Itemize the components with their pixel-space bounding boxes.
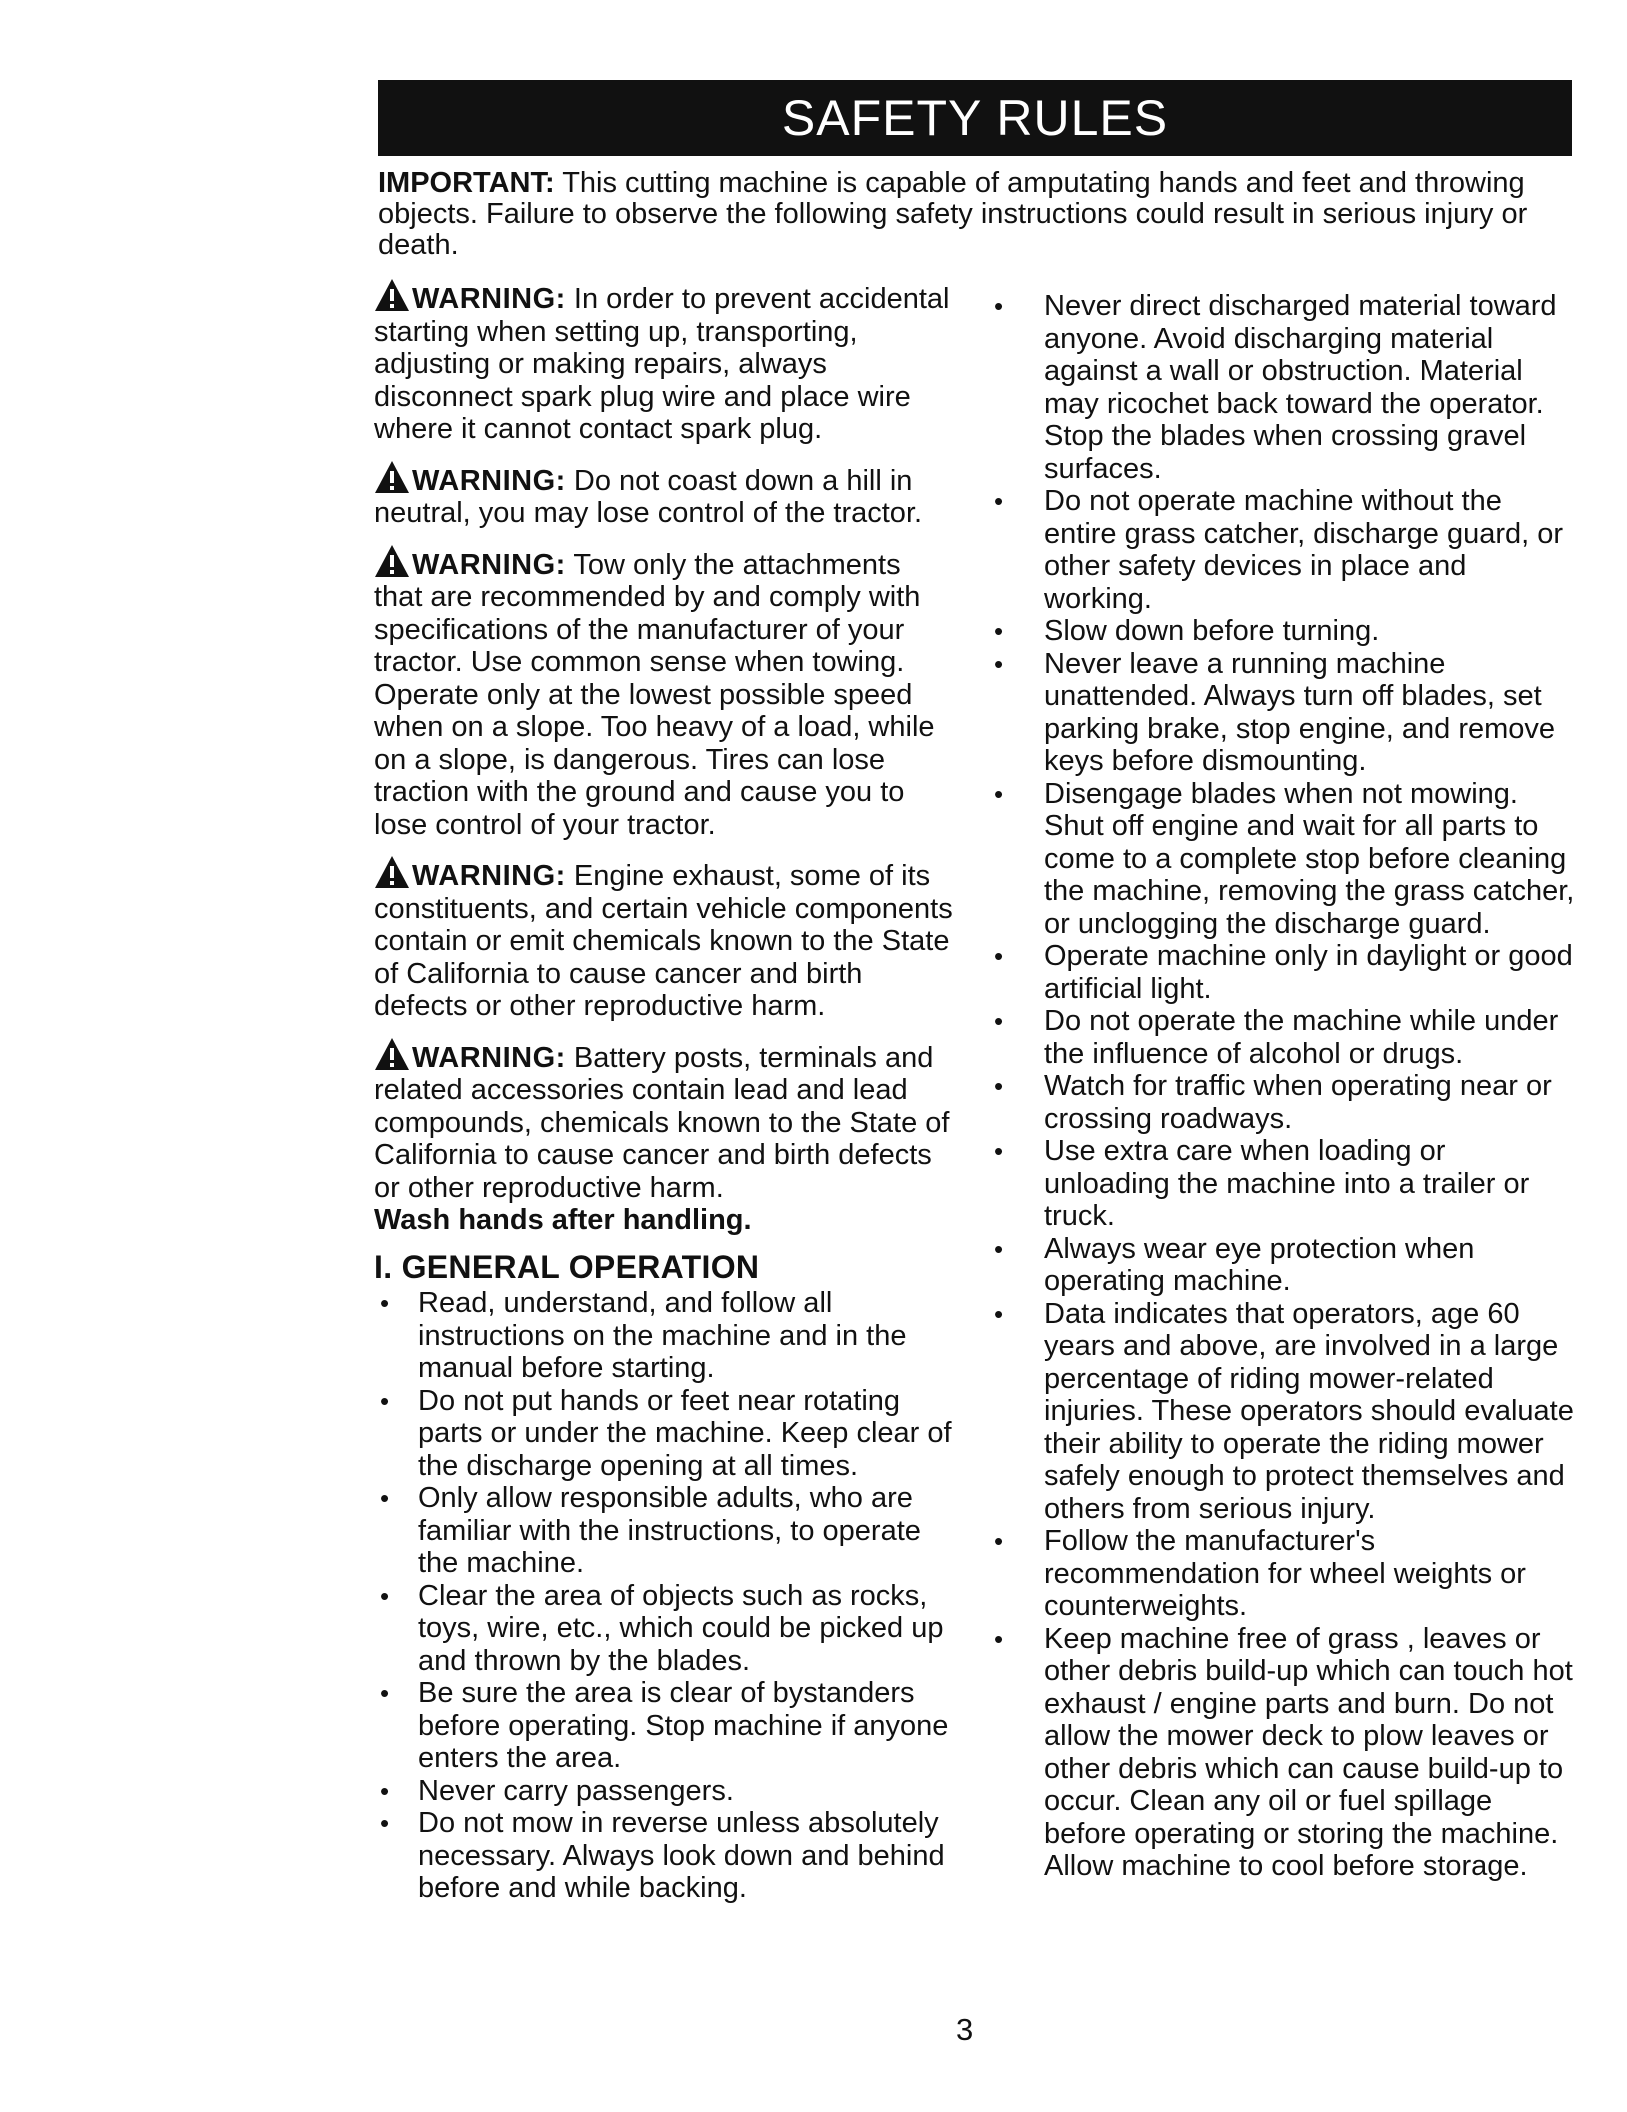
warning-block (374, 460, 954, 530)
list-item: • Clear the area of objects such as rocks, toys, wire, etc., which could be picked up and thrown by the blades. (374, 1580, 954, 1678)
warning-label: WARNING: (412, 548, 566, 581)
banner-title: SAFETY RULES (781, 90, 1169, 146)
list-item: • Do not operate the machine while under the influence of alcohol or drugs. (988, 1005, 1578, 1070)
list-item: • Always wear eye protection when operating machine. (988, 1233, 1578, 1298)
list-item: • Disengage blades when not mowing. Shut off engine and wait for all parts to come to a complete stop before cleaning the machine, removing the grass catcher, or unclogging the discharge guard. (988, 778, 1578, 941)
general-operation-list-left (374, 1287, 954, 1905)
list-item: • Read, understand, and follow all instructions on the machine and in the manual before starting. (374, 1287, 954, 1385)
list-item: • Follow the manufacturer's recommendation for wheel weights or counterweights. (988, 1525, 1578, 1623)
list-item: • Do not operate machine without the entire grass catcher, discharge guard, or other safety devices in place and working. (988, 485, 1578, 615)
warning-block (374, 1037, 954, 1237)
important-notice (378, 168, 1568, 261)
warning-label: WARNING: (412, 464, 566, 497)
warning-triangle-icon (374, 460, 410, 494)
warning-triangle-icon (374, 855, 410, 889)
warning-label: WARNING: (412, 860, 566, 892)
list-item: • Keep machine free of grass , leaves or other debris build-up which can touch hot exhaust / engine parts and burn. Do not allow the mower deck to plow leaves or other debris which can cause build-up to occur. Clean any oil or fuel spillage before operating or storing the machine. Allow machine to cool before storage. (988, 1623, 1578, 1883)
warning-text: Engine exhaust, some of its constituents, and certain vehicle components contain or emit chemicals known to the State of California to cause cancer and birth defects or other reproductive harm. (374, 860, 953, 1022)
wash-hands-note: Wash hands after handling. (374, 1204, 752, 1236)
list-item: • Do not mow in reverse unless absolutely necessary. Always look down and behind before and while backing. (374, 1807, 954, 1905)
list-item: • Never direct discharged material toward anyone. Avoid discharging material against a wall or obstruction. Material may ricochet back toward the operator. Stop the blades when crossing gravel surfaces. (988, 290, 1578, 485)
list-item: • Do not put hands or feet near rotating parts or under the machine. Keep clear of the discharge opening at all times. (374, 1385, 954, 1483)
general-operation-list-right (988, 290, 1578, 1883)
list-item: • Data indicates that operators, age 60 years and above, are involved in a large percentage of riding mower-related injuries. These operators should evaluate their ability to operate the riding mower safely enough to protect themselves and others from serious injury. (988, 1298, 1578, 1526)
list-item: • Only allow responsible adults, who are familiar with the instructions, to operate the machine. (374, 1482, 954, 1580)
list-item: • Never carry passengers. (374, 1775, 954, 1808)
warning-block (374, 855, 954, 1023)
list-item: • Slow down before turning. (988, 615, 1578, 648)
warning-triangle-icon (374, 544, 410, 578)
warning-text: Battery posts, terminals and related accessories contain lead and lead compounds, chemicals known to the State of California to cause cancer and birth defects or other reproductive harm. (374, 1041, 950, 1204)
warning-block (374, 278, 954, 446)
warning-label: WARNING: (412, 1041, 566, 1074)
list-item: • Watch for traffic when operating near or crossing roadways. (988, 1070, 1578, 1135)
section-banner (378, 80, 1572, 156)
list-item: • Never leave a running machine unattended. Always turn off blades, set parking brake, stop engine, and remove keys before dismounting. (988, 648, 1578, 778)
section-title-general-operation: I. GENERAL OPERATION (374, 1248, 760, 1285)
warning-text: Tow only the attachments that are recommended by and comply with specifications of the manufacturer of your tractor. Use common sense when towing. Operate only at the lowest possible speed when on a slope. Too heavy of a load, while on a slope, is dangerous. Tires can lose traction with the ground and cause you to lose control of your tractor. (374, 548, 935, 841)
page-number: 3 (956, 2012, 974, 2047)
important-label: IMPORTANT: (378, 167, 555, 199)
list-item: • Be sure the area is clear of bystanders before operating. Stop machine if anyone enters the area. (374, 1677, 954, 1775)
left-column (374, 278, 954, 1905)
important-text: This cutting machine is capable of amputating hands and feet and throwing objects. Failure to observe the following safety instructions could result in serious injury or death. (378, 167, 1528, 261)
list-item: • Use extra care when loading or unloading the machine into a trailer or truck. (988, 1135, 1578, 1233)
warning-text: Do not coast down a hill in neutral, you may lose control of the tractor. (374, 464, 923, 529)
warning-label: WARNING: (412, 283, 566, 315)
warning-triangle-icon (374, 1037, 410, 1071)
warning-text: In order to prevent accidental starting when setting up, transporting, adjusting or making repairs, always disconnect spark plug wire and place wire where it cannot contact spark plug. (374, 283, 950, 445)
warning-triangle-icon (374, 278, 410, 312)
right-column (988, 290, 1578, 1883)
list-item: • Operate machine only in daylight or good artificial light. (988, 940, 1578, 1005)
warning-block (374, 544, 954, 842)
